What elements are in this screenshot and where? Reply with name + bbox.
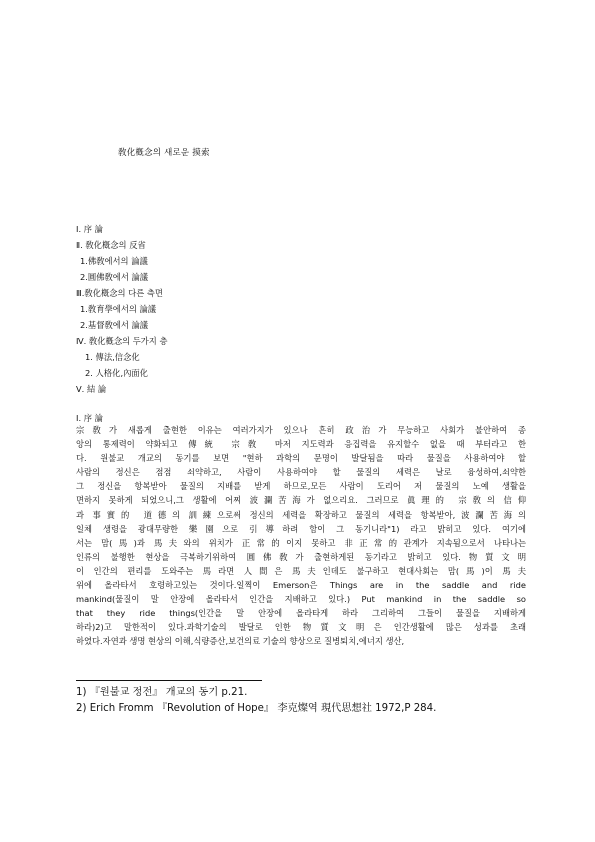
- body-line: 서는 맘(馬)과 馬夫와의 위치가 正常的이지 못하고 非正常的관계가 지속됨으로서 나타나는: [76, 537, 526, 548]
- footnote: 2) Erich Fromm 『Revolution of Hope』 李克燦역 現代思想社 1972,P 284.: [76, 703, 437, 714]
- body-line: mankind(물질이 말 안장에 올라타서 인간을 지배하고 있다.) Put mankind in the saddle so: [76, 594, 526, 605]
- body-line: 하였다.자연과 생명 현상의 이해,식량증산,보건의료 기술의 향상으로 질병퇴치,에너지 생산,: [76, 636, 405, 647]
- table-of-contents: [76, 221, 336, 397]
- toc-item: 2. 人格化,內面化: [85, 368, 148, 378]
- body-line: 앙의 통제력이 약화되고 傳統 宗敎 마저 지도력과 응집력을 유지할수 없을 때 부터라고 한: [76, 439, 526, 450]
- footnotes: [76, 685, 536, 717]
- toc-item: Ⅲ.敎化槪念의 다른 측면: [76, 288, 163, 298]
- section-heading: Ⅰ. 序 論: [76, 413, 103, 423]
- body-paragraph: [76, 423, 526, 649]
- body-line: 인류의 불행한 현상을 극복하기위하여 圓佛敎가 출현하게된 동기라고 밝히고 있다.物質文明: [76, 551, 526, 562]
- body-line: 하라)2)고 말한적이 있다.과학기술의 발달로 인한 物質文明은 인간생활에 많은 성과를 초래: [76, 622, 526, 633]
- toc-item: Ⅱ. 敎化槪念의 反省: [76, 240, 146, 250]
- footnote-divider: [76, 680, 262, 681]
- body-line: that they ride things(인간을 말 안장에 올라타게 하라 그리하여 그들이 물질을 지배하게: [76, 608, 526, 619]
- toc-item: Ⅴ. 結 論: [76, 384, 107, 394]
- body-line: 이 인간의 편리를 도와주는 馬라면 人間은 馬夫인데도 불구하고 현대사회는 맘(馬)이 馬夫: [76, 565, 526, 576]
- toc-item: 1. 傳法,信念化: [85, 352, 140, 362]
- toc-item: 1.敎育學에서의 論議: [80, 304, 157, 314]
- body-line: 다. 원불교 개교의 동기를 보면 "현하 과학의 문명이 발달됨을 따라 물질을 사용하여야 할: [76, 453, 526, 464]
- body-line: 면하지 못하게 되었으니,그 생활에 어찌 波瀾苦海가 없으리요. 그러므로 眞理的 宗敎의 信仰: [76, 495, 526, 506]
- body-line: 과 事實的 道德의 訓練으로써 정신의 세력을 확장하고 물질의 세력을 항복받아,波瀾苦海의: [76, 509, 526, 520]
- body-line: 일체 생령을 광대무량한 樂園으로 引導하려 함이 그 동기니라"1) 라고 밝히고 있다. 여기에: [76, 523, 526, 534]
- toc-item: 1.佛敎에서의 論議: [80, 256, 148, 266]
- toc-item: Ⅰ. 序 論: [76, 224, 103, 234]
- toc-item: Ⅳ. 敎化槪念의 두가지 층: [76, 336, 168, 346]
- footnote: 1) 『원불교 정전』 개교의 동기 p.21.: [76, 687, 248, 698]
- body-line: 宗敎가 새롭게 출현한 이유는 여러가지가 있으나 흔히 政治가 무능하고 사회가 불안하여 종: [76, 425, 526, 435]
- document-title: 敎化槪念의 새로운 摸索: [118, 148, 210, 158]
- body-line: 위에 올라타서 호령하고있는 것이다.일찍이 Emerson은 Things are in the saddle and ride: [76, 580, 526, 591]
- body-line: 사람의 정신은 점점 쇠약하고, 사람이 사용하여야 할 물질의 세력은 날로 융성하여,쇠약한: [76, 467, 526, 478]
- toc-item: 2.基督敎에서 論議: [80, 320, 149, 330]
- body-line: 그 정신을 항복받아 물질의 지배를 받게 하므로,모든 사람이 도리어 저 물질의 노예 생활을: [76, 481, 526, 492]
- toc-item: 2.圓佛敎에서 論議: [80, 272, 149, 282]
